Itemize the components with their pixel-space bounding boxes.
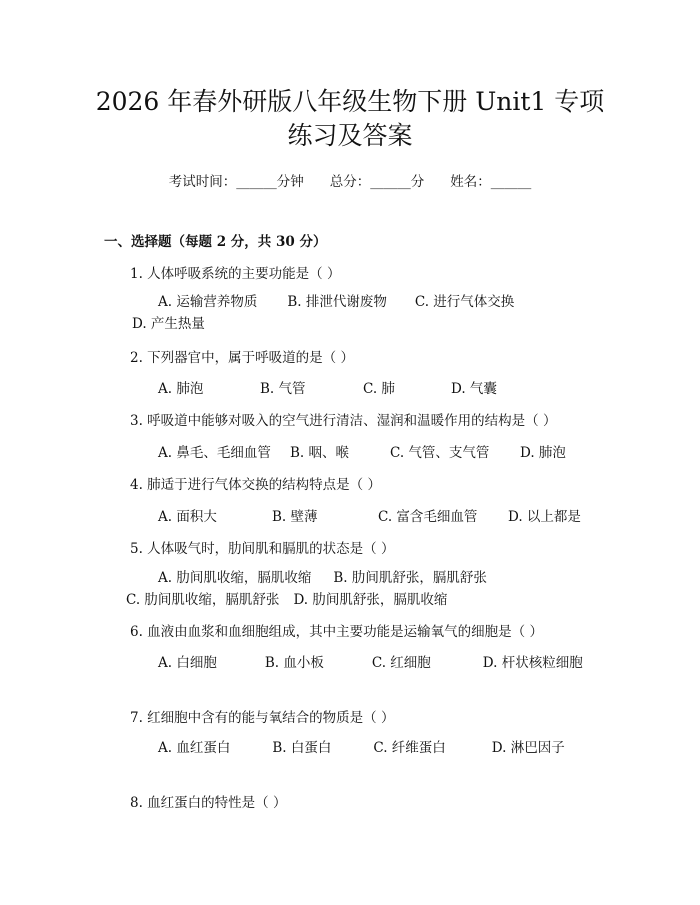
question-5-option-b: B. 肋间肌舒张，膈肌舒张 [333, 570, 487, 586]
question-7-option-b: B. 白蛋白 [272, 740, 332, 756]
question-1: 1. 人体呼吸系统的主要功能是（ ） [130, 266, 341, 282]
question-4-option-a: A. 面积大 [158, 509, 217, 525]
section-heading: 一、选择题（每题 2 分，共 30 分） [104, 234, 327, 250]
document-title-line-1: 2026 年春外研版八年级生物下册 Unit1 专项 [95, 87, 605, 116]
question-3-option-b: B. 咽、喉 [290, 445, 350, 461]
exam-time-field: 考试时间：______分钟 [168, 174, 304, 190]
question-2-option-d: D. 气囊 [451, 381, 497, 397]
question-7-options [104, 737, 596, 759]
question-7-option-a: A. 血红蛋白 [158, 740, 231, 756]
question-2: 2. 下列器官中，属于呼吸道的是（ ） [130, 350, 354, 366]
question-1-option-a: A. 运输营养物质 [158, 294, 258, 310]
question-2-option-c: C. 肺 [363, 381, 395, 397]
question-5: 5. 人体吸气时，肋间肌和膈肌的状态是（ ） [130, 541, 395, 557]
question-5-option-a: A. 肋间肌收缩，膈肌收缩 [158, 570, 312, 586]
question-1-option-b: B. 排泄代谢废物 [287, 294, 387, 310]
question-2-option-b: B. 气管 [260, 381, 306, 397]
question-5-option-d: D. 肋间肌舒张，膈肌收缩 [293, 592, 448, 608]
student-name-field: 姓名：______ [450, 174, 532, 190]
question-6: 6. 血液由血浆和血细胞组成，其中主要功能是运输氧气的细胞是（ ） [130, 624, 543, 640]
question-6-options [104, 652, 596, 674]
question-6-option-b: B. 血小板 [264, 655, 324, 671]
question-4-option-d: D. 以上都是 [508, 509, 581, 525]
exam-info [0, 170, 700, 190]
question-4-option-c: C. 富含毛细血管 [378, 509, 478, 525]
total-score-field: 总分：______分 [329, 174, 425, 190]
question-7: 7. 红细胞中含有的能与氧结合的物质是（ ） [130, 710, 395, 726]
question-1-option-c: C. 进行气体交换 [414, 294, 515, 310]
question-7-option-d: D. 淋巴因子 [491, 740, 565, 756]
question-6-option-d: D. 杆状核粒细胞 [482, 655, 583, 671]
question-8: 8. 血红蛋白的特性是（ ） [130, 795, 287, 811]
document-title-line-2: 练习及答案 [287, 121, 413, 150]
question-1-options [104, 291, 596, 335]
question-7-option-c: C. 纤维蛋白 [373, 740, 446, 756]
question-5-option-c: C. 肋间肌收缩，膈肌舒张 [126, 592, 280, 608]
question-3-option-c: C. 气管、支气管 [390, 445, 490, 461]
question-6-option-a: A. 白细胞 [158, 655, 217, 671]
question-3-option-a: A. 鼻毛、毛细血管 [158, 445, 271, 461]
question-1-option-d: D. 产生热量 [132, 316, 205, 332]
question-3: 3. 呼吸道中能够对吸入的空气进行清洁、湿润和温暖作用的结构是（ ） [130, 413, 557, 429]
question-4: 4. 肺适于进行气体交换的结构特点是（ ） [130, 477, 381, 493]
question-5-options [104, 567, 596, 611]
question-6-option-c: C. 红细胞 [371, 655, 431, 671]
question-4-option-b: B. 壁薄 [272, 509, 318, 525]
question-2-option-a: A. 肺泡 [158, 381, 204, 397]
question-3-option-d: D. 肺泡 [520, 445, 566, 461]
